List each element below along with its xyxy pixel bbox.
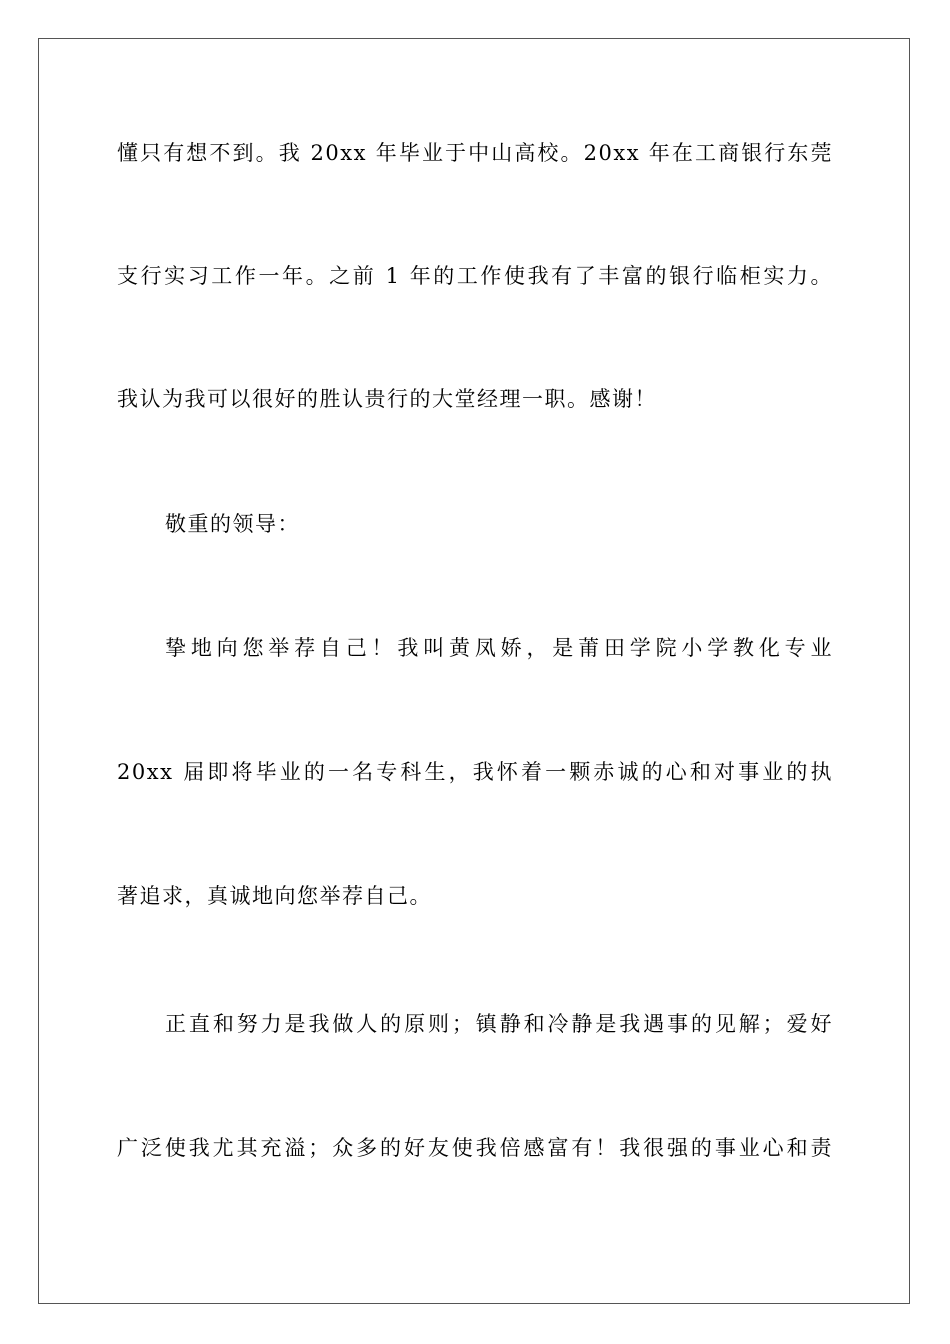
text-line-3: 我认为我可以很好的胜认贵行的大堂经理一职。感谢！ <box>117 387 657 411</box>
salutation: 敬重的领导： <box>165 512 300 536</box>
text-line-8: 正直和努力是我做人的原则；镇静和冷静是我遇事的见解；爱好 <box>165 1012 833 1036</box>
text-line-6: 20xx 届即将毕业的一名专科生，我怀着一颗赤诚的心和对事业的执 <box>117 760 833 784</box>
text-line-7: 著追求，真诚地向您举荐自己。 <box>117 884 432 908</box>
text-line-9: 广泛使我尤其充溢；众多的好友使我倍感富有！我很强的事业心和责 <box>117 1136 833 1160</box>
text-line-1: 懂只有想不到。我 20xx 年毕业于中山高校。20xx 年在工商银行东莞 <box>117 141 833 165</box>
text-line-2: 支行实习工作一年。之前 1 年的工作使我有了丰富的银行临柜实力。 <box>117 264 833 288</box>
page-border <box>38 38 910 1304</box>
text-line-5: 挚地向您举荐自己！我叫黄凤娇，是莆田学院小学教化专业 <box>165 636 833 660</box>
